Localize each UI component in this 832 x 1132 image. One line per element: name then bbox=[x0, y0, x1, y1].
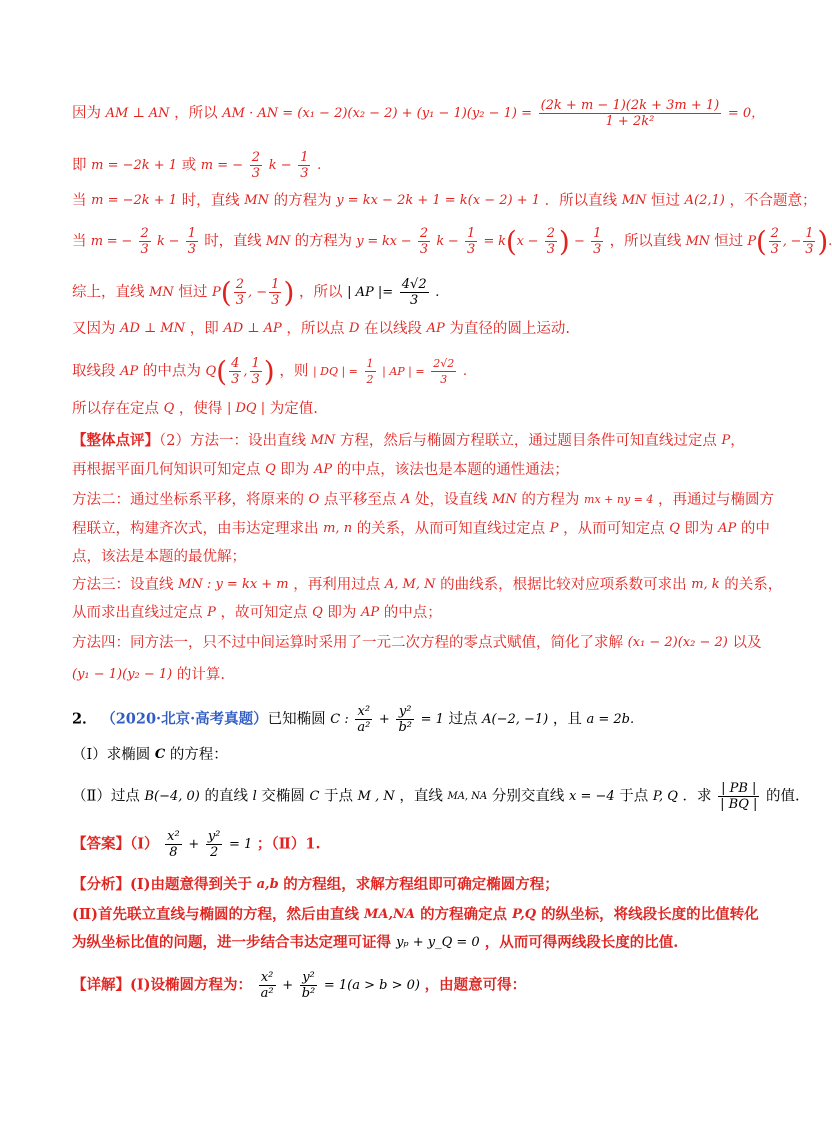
text: 或 bbox=[181, 157, 197, 174]
math-expression: . bbox=[629, 711, 635, 727]
right-paren: ) bbox=[558, 224, 570, 258]
fraction-numerator: 1 bbox=[271, 277, 280, 292]
text: ，再利用过点 bbox=[293, 577, 381, 593]
fraction bbox=[206, 829, 223, 860]
fraction-denominator: 3 bbox=[467, 242, 476, 257]
text: 点平移至点 bbox=[323, 492, 397, 508]
text: 于点 bbox=[324, 788, 354, 805]
math-expression: A bbox=[401, 492, 411, 507]
math-expression: MA,NA bbox=[364, 907, 415, 922]
math-expression: = k bbox=[483, 233, 506, 249]
fraction-numerator: 4 bbox=[231, 356, 240, 371]
fraction bbox=[769, 226, 781, 257]
math-expression: MN bbox=[492, 492, 517, 507]
section-tag: 【答案】 bbox=[72, 835, 130, 853]
text: 方法三：设直线 bbox=[72, 577, 174, 593]
math-expression: Q bbox=[312, 605, 323, 620]
fraction bbox=[229, 356, 241, 387]
text: ，直线 bbox=[399, 788, 443, 805]
fraction bbox=[400, 277, 429, 308]
math-expression: Q bbox=[205, 363, 217, 379]
math-expression: C bbox=[309, 788, 320, 804]
math-expression: m = −2k + 1 bbox=[91, 157, 178, 173]
analysis-line-2 bbox=[72, 904, 759, 926]
fraction-denominator: 8 bbox=[169, 845, 178, 860]
fraction-numerator: 2 bbox=[235, 277, 244, 292]
text: 的方程为 bbox=[273, 193, 332, 209]
fraction-denominator: 3 bbox=[235, 293, 244, 308]
text: 的中 bbox=[740, 521, 770, 537]
text: 当 bbox=[72, 193, 87, 209]
fraction-numerator: | PB | bbox=[718, 781, 759, 797]
fraction-denominator: 3 bbox=[251, 166, 261, 181]
math-expression: B(−4, 0) bbox=[144, 788, 200, 804]
text: 方法四：同方法一，只不过中间运算时采用了一元二次方程的零点式赋值，简化了求解 bbox=[72, 635, 623, 651]
math-expression: P bbox=[721, 433, 731, 448]
math-expression: x − bbox=[516, 233, 539, 249]
fraction bbox=[418, 226, 430, 257]
text: ，不合题意； bbox=[729, 193, 817, 209]
math-expression: (x₁ − 2)(x₂ − 2) bbox=[627, 635, 728, 650]
math-expression: A(2,1) bbox=[684, 193, 725, 208]
math-expression: AD ⊥ MN bbox=[120, 321, 186, 336]
fraction bbox=[139, 226, 151, 257]
fraction-numerator: 2 bbox=[140, 226, 149, 241]
solution-line-3 bbox=[72, 190, 817, 212]
text: 即为 bbox=[684, 521, 714, 537]
text: 的中点； bbox=[383, 605, 442, 621]
fraction-denominator: 3 bbox=[251, 372, 260, 387]
math-expression: k − bbox=[157, 233, 180, 249]
text: 的方程为 bbox=[294, 233, 352, 250]
evaluation-line-1 bbox=[72, 430, 745, 452]
text: 综上，直线 bbox=[72, 284, 145, 301]
math-expression: mx + ny = 4 bbox=[584, 493, 654, 506]
text: ，故可知定点 bbox=[220, 605, 308, 621]
text: 交椭圆 bbox=[261, 788, 305, 805]
text: ，从而可知定点 bbox=[563, 521, 665, 537]
solution-line-6 bbox=[72, 318, 732, 340]
fraction-numerator: x² bbox=[355, 704, 372, 720]
text: 恒过 bbox=[714, 233, 743, 250]
text: 点，该法是本题的最优解； bbox=[72, 549, 246, 565]
fraction bbox=[186, 226, 198, 257]
math-expression: P bbox=[747, 233, 756, 249]
fraction-numerator: (2k + m − 1)(2k + 3m + 1) bbox=[540, 98, 720, 113]
math-expression: M , N bbox=[357, 788, 395, 804]
fraction-denominator: a² bbox=[260, 986, 274, 1001]
math-expression: D bbox=[348, 321, 360, 336]
evaluation-line-2 bbox=[72, 459, 732, 481]
fraction-numerator: x² bbox=[167, 829, 180, 844]
text: 的中点为 bbox=[142, 363, 201, 380]
text: ，即 bbox=[189, 321, 219, 337]
text: ，且 bbox=[552, 711, 582, 728]
math-expression: + bbox=[378, 711, 390, 727]
math-expression: k − bbox=[436, 233, 459, 249]
left-paren: ( bbox=[220, 275, 232, 309]
text: 的方程： bbox=[169, 747, 228, 763]
fraction-numerator: 1 bbox=[805, 226, 814, 241]
fraction-denominator: 3 bbox=[300, 166, 309, 181]
text: ．所以直线 bbox=[544, 193, 618, 209]
math-expression: , − bbox=[782, 233, 802, 249]
right-paren: ) bbox=[817, 224, 829, 258]
text: ，使得 bbox=[178, 401, 223, 417]
text: 的曲线系，根据比较对应项系数可求出 bbox=[440, 577, 687, 593]
solution-line-8 bbox=[72, 398, 732, 420]
math-expression: , bbox=[243, 363, 248, 379]
fraction-denominator: 3 bbox=[271, 293, 280, 308]
math-expression: MN : y = kx + m bbox=[178, 577, 289, 592]
math-expression: AP bbox=[426, 321, 445, 336]
fraction-denominator: 3 bbox=[593, 242, 602, 257]
math-expression: . bbox=[462, 363, 467, 379]
math-expression: P,Q bbox=[512, 907, 537, 922]
text: ，所以点 bbox=[286, 321, 345, 337]
math-expression: a,b bbox=[256, 877, 279, 892]
method4-line-1 bbox=[72, 632, 762, 654]
text: ， bbox=[730, 433, 745, 449]
left-paren: ( bbox=[755, 224, 767, 258]
math-expression: k − bbox=[268, 157, 292, 173]
fraction bbox=[365, 356, 376, 387]
fraction-denominator: 3 bbox=[231, 372, 240, 387]
fraction bbox=[300, 970, 318, 1001]
math-expression: | AP | = bbox=[382, 364, 425, 378]
text: 所以存在定点 bbox=[72, 401, 159, 417]
section-tag: 【整体点评】 bbox=[72, 432, 159, 449]
text: 处，设直线 bbox=[415, 492, 488, 508]
question-2-stem bbox=[72, 704, 732, 735]
math-expression: MA, NA bbox=[447, 790, 488, 802]
text: 为直径的圆上运动. bbox=[449, 321, 570, 337]
fraction-numerator: 4√2 bbox=[401, 277, 427, 292]
text: 即为 bbox=[280, 462, 310, 478]
text: ，所以直线 bbox=[609, 233, 682, 250]
method2-line-1 bbox=[72, 489, 774, 511]
text: ；（Ⅱ）1. bbox=[256, 835, 321, 853]
method3-line-2 bbox=[72, 602, 732, 624]
math-expression: | DQ | bbox=[227, 401, 266, 416]
left-paren: ( bbox=[216, 354, 228, 388]
math-expression: Q bbox=[669, 521, 680, 536]
question-2-part-2 bbox=[72, 781, 800, 812]
fraction-denominator: 3 bbox=[440, 373, 448, 386]
fraction bbox=[431, 356, 456, 387]
fraction-denominator: 3 bbox=[805, 242, 814, 257]
fraction bbox=[250, 150, 262, 181]
fraction-numerator: x² bbox=[259, 970, 276, 986]
text: 又因为 bbox=[72, 321, 116, 337]
text: 的方程组，求解方程组即可确定椭圆方程； bbox=[283, 876, 559, 893]
right-paren: ) bbox=[263, 354, 275, 388]
math-expression: Q bbox=[265, 462, 276, 477]
text: 再根据平面几何知识可知定点 bbox=[72, 462, 261, 478]
text: 的关系，从而可知直线过定点 bbox=[356, 521, 546, 537]
fraction-numerator: y² bbox=[300, 970, 318, 986]
math-expression: C : bbox=[330, 711, 349, 727]
method3-line-1 bbox=[72, 574, 783, 596]
math-expression: P, Q bbox=[652, 788, 678, 804]
text: （Ⅱ）过点 bbox=[72, 788, 140, 805]
solution-line-5 bbox=[72, 277, 732, 308]
text: 以及 bbox=[732, 635, 762, 651]
math-expression: MN bbox=[685, 233, 710, 249]
math-expression: a = 2b bbox=[586, 711, 630, 727]
math-expression: , − bbox=[247, 284, 268, 300]
fraction-numerator: 1 bbox=[593, 226, 602, 241]
text: 已知椭圆 bbox=[267, 711, 326, 728]
text: ，由题意可得： bbox=[424, 976, 527, 994]
section-tag: 【详解】 bbox=[72, 976, 130, 994]
fraction-numerator: y² bbox=[396, 704, 414, 720]
math-expression: = 1(a > b > 0) bbox=[323, 977, 420, 993]
math-expression: . bbox=[828, 233, 832, 249]
math-expression: MN bbox=[149, 284, 174, 300]
math-expression: = 1 bbox=[420, 711, 444, 727]
text: 因为 bbox=[72, 105, 101, 122]
solution-line-1 bbox=[72, 98, 765, 129]
fraction bbox=[259, 970, 276, 1001]
text: 为定值. bbox=[269, 401, 318, 417]
text: (Ⅱ)首先联立直线与椭圆的方程，然后由直线 bbox=[72, 906, 359, 923]
fraction bbox=[269, 277, 281, 308]
fraction bbox=[545, 226, 557, 257]
math-expression: P bbox=[207, 605, 216, 620]
text: 的关系， bbox=[724, 577, 783, 593]
fraction-denominator: 3 bbox=[140, 242, 149, 257]
math-expression: + bbox=[282, 977, 294, 993]
math-expression: = 1 bbox=[229, 836, 253, 852]
method2-line-2 bbox=[72, 518, 770, 540]
fraction-denominator: 2 bbox=[366, 373, 374, 386]
math-expression: . bbox=[317, 157, 322, 173]
math-expression: AP bbox=[718, 521, 737, 536]
fraction bbox=[396, 704, 414, 735]
question-2-part-1 bbox=[72, 744, 732, 766]
method2-line-3 bbox=[72, 546, 732, 568]
math-expression: l bbox=[252, 788, 257, 804]
fraction-numerator: 1 bbox=[467, 226, 476, 241]
text: 的值. bbox=[765, 788, 800, 805]
fraction-denominator: 1 + 2k² bbox=[605, 114, 655, 129]
text: 时，直线 bbox=[181, 193, 240, 209]
fraction-denominator: 2 bbox=[209, 845, 219, 860]
math-expression: MN bbox=[265, 233, 291, 249]
math-expression: AP bbox=[360, 605, 380, 620]
math-expression: AD ⊥ AP bbox=[223, 321, 282, 336]
fraction-denominator: 3 bbox=[410, 293, 419, 308]
left-paren: ( bbox=[505, 224, 517, 258]
fraction-numerator: 1 bbox=[300, 150, 309, 165]
right-paren: ) bbox=[283, 275, 295, 309]
text: 分别交直线 bbox=[491, 788, 565, 805]
fraction-denominator: 3 bbox=[770, 242, 779, 257]
text: 程联立，构建齐次式，由韦达定理求出 bbox=[72, 521, 319, 537]
math-expression: + bbox=[188, 836, 200, 852]
fraction-denominator: | BQ | bbox=[720, 797, 758, 812]
solution-line-4 bbox=[72, 224, 832, 258]
method4-line-2 bbox=[72, 664, 732, 686]
fraction bbox=[803, 226, 815, 257]
text: 即为 bbox=[327, 605, 357, 621]
fraction-denominator: b² bbox=[301, 986, 316, 1001]
math-expression: . bbox=[435, 284, 440, 300]
math-expression: m = − bbox=[90, 233, 133, 249]
text: （Ⅰ）求椭圆 bbox=[72, 747, 151, 763]
text: 恒过 bbox=[651, 193, 681, 209]
section-tag: 【分析】 bbox=[72, 876, 130, 893]
text: ．求 bbox=[682, 788, 712, 805]
fraction-denominator: 3 bbox=[419, 242, 428, 257]
math-expression: AP bbox=[120, 363, 139, 379]
fraction-denominator: b² bbox=[398, 720, 412, 735]
question-source: （2020·北京·高考真题） bbox=[101, 710, 268, 728]
math-expression: AM · AN = (x₁ − 2)(x₂ − 2) + (y₁ − 1)(y₂ − 1) = bbox=[222, 105, 532, 121]
text: 恒过 bbox=[178, 284, 208, 301]
question-number: 2． bbox=[72, 710, 97, 728]
text: 的纵坐标，将线段长度的比值转化 bbox=[541, 906, 759, 923]
solution-line-7 bbox=[72, 356, 732, 387]
fraction bbox=[165, 829, 182, 860]
text: 于点 bbox=[619, 788, 649, 805]
math-expression: y = kx − 2k + 1 = k(x − 2) + 1 bbox=[336, 193, 541, 208]
math-expression: m, k bbox=[691, 577, 720, 592]
answer-line bbox=[72, 829, 732, 860]
text: 的方程确定点 bbox=[420, 906, 508, 923]
fraction-numerator: y² bbox=[207, 829, 221, 844]
math-expression: O bbox=[308, 492, 320, 507]
text: 方程，然后与椭圆方程联立，通过题目条件可知直线过定点 bbox=[339, 433, 717, 449]
text: ，所以 bbox=[174, 105, 218, 122]
fraction-numerator: 2 bbox=[546, 226, 555, 241]
math-expression: m = − bbox=[200, 157, 244, 173]
math-expression: y = kx − bbox=[356, 233, 412, 249]
text: 在以线段 bbox=[364, 321, 423, 337]
fraction-numerator: 1 bbox=[366, 357, 374, 370]
math-expression: yₚ + y_Q = 0 bbox=[396, 935, 480, 950]
fraction-denominator: a² bbox=[357, 720, 371, 735]
math-expression: (y₁ − 1)(y₂ − 1) bbox=[72, 667, 173, 682]
text: 取线段 bbox=[72, 363, 116, 380]
fraction bbox=[250, 356, 262, 387]
analysis-line-3 bbox=[72, 932, 732, 954]
text: 过点 bbox=[448, 711, 478, 728]
fraction bbox=[465, 226, 477, 257]
math-expression: | DQ | = bbox=[312, 364, 358, 378]
math-expression: Q bbox=[163, 401, 175, 416]
text: 时，直线 bbox=[204, 233, 262, 250]
detail-line-1 bbox=[72, 970, 732, 1001]
math-expression: MN bbox=[244, 193, 269, 208]
text: 的直线 bbox=[204, 788, 248, 805]
fraction-numerator: 1 bbox=[187, 226, 196, 241]
fraction-denominator: 3 bbox=[187, 242, 196, 257]
text: ，则 bbox=[279, 363, 309, 380]
fraction bbox=[234, 277, 246, 308]
analysis-line-1 bbox=[72, 874, 732, 896]
text: 当 bbox=[72, 233, 87, 250]
fraction-numerator: 2 bbox=[770, 226, 779, 241]
text: ，所以 bbox=[298, 284, 343, 301]
text: （Ⅰ） bbox=[130, 835, 159, 853]
fraction bbox=[539, 98, 722, 129]
math-expression: A(−2, −1) bbox=[482, 711, 549, 727]
text: 从而求出直线过定点 bbox=[72, 605, 203, 621]
text: ，再通过与椭圆方 bbox=[657, 492, 774, 508]
math-expression: P bbox=[212, 284, 221, 300]
math-expression: x = −4 bbox=[568, 788, 615, 804]
text: ，从而可得两线段长度的比值. bbox=[484, 934, 679, 951]
text: 的方程为 bbox=[521, 492, 580, 508]
fraction-numerator: 2 bbox=[419, 226, 428, 241]
math-expression: MN bbox=[621, 193, 647, 208]
text: 的计算. bbox=[176, 667, 225, 683]
fraction-numerator: 1 bbox=[251, 356, 260, 371]
fraction-numerator: 2 bbox=[251, 150, 261, 165]
fraction-numerator: 2√2 bbox=[433, 357, 455, 370]
fraction bbox=[718, 781, 759, 812]
math-expression: m, n bbox=[323, 521, 353, 536]
math-expression: | AP |= bbox=[347, 284, 394, 300]
fraction-denominator: 3 bbox=[546, 242, 555, 257]
math-expression: A, M, N bbox=[384, 577, 436, 592]
math-expression: = 0， bbox=[727, 105, 765, 121]
text: (Ⅰ)设椭圆方程为： bbox=[130, 976, 253, 994]
math-expression: P bbox=[549, 521, 559, 536]
math-expression: AP bbox=[314, 462, 333, 477]
fraction bbox=[355, 704, 372, 735]
fraction bbox=[298, 150, 310, 181]
text: 方法二：通过坐标系平移，将原来的 bbox=[72, 492, 304, 508]
text: 的中点，该法也是本题的通性通法； bbox=[336, 462, 569, 478]
text: 即 bbox=[72, 157, 87, 174]
fraction bbox=[591, 226, 603, 257]
math-expression: C bbox=[154, 747, 166, 762]
text: 为纵坐标比值的问题，进一步结合韦达定理可证得 bbox=[72, 934, 391, 951]
text: （2）方法一：设出直线 bbox=[159, 433, 306, 449]
math-expression: AM ⊥ AN bbox=[105, 105, 170, 121]
math-expression: − bbox=[574, 233, 585, 249]
math-expression: MN bbox=[310, 433, 336, 448]
text: (Ⅰ)由题意得到关于 bbox=[130, 876, 253, 893]
math-expression: m = −2k + 1 bbox=[91, 193, 178, 208]
solution-line-2 bbox=[72, 150, 732, 181]
